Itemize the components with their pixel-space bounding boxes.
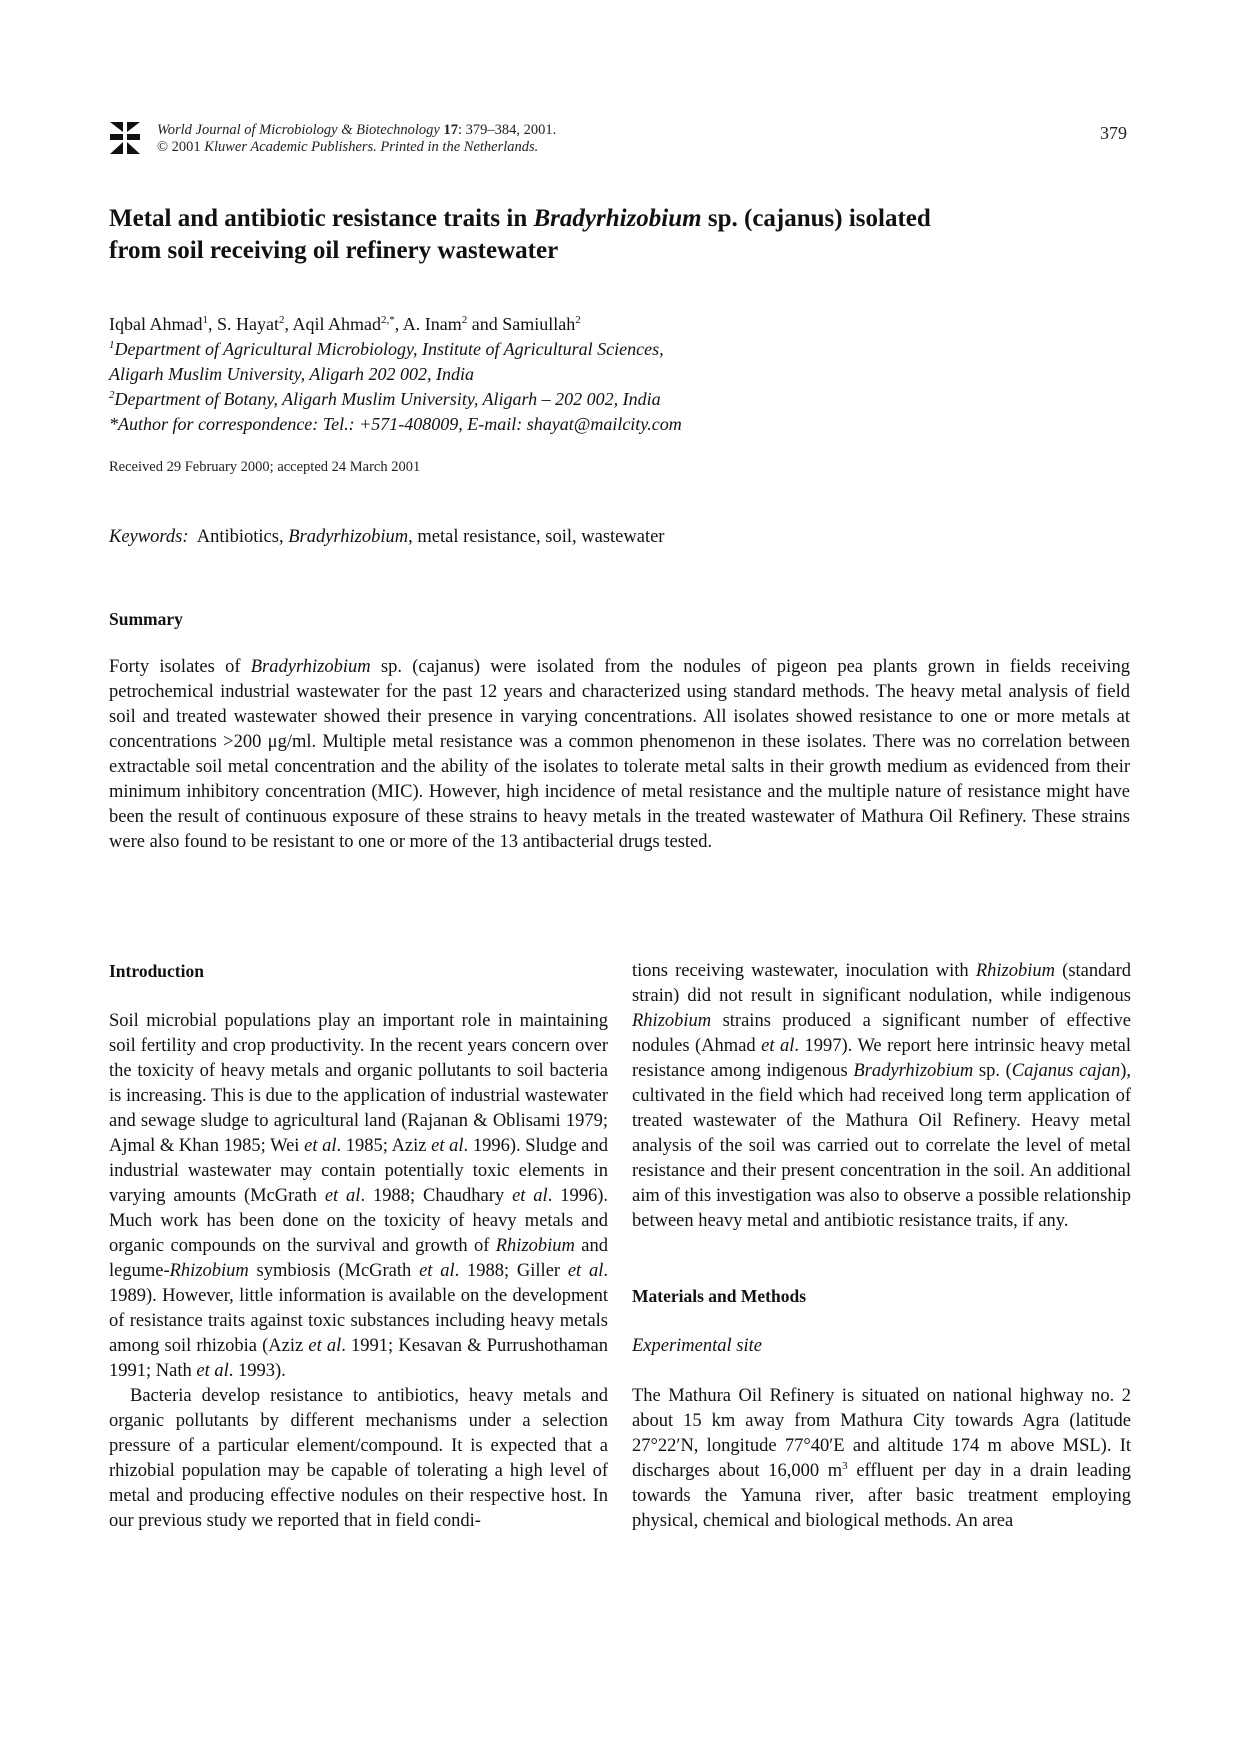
experimental-site-heading: Experimental site (632, 1336, 762, 1356)
correspondence: *Author for correspondence: Tel.: +571-408009, E-mail: shayat@mailcity.com (109, 414, 682, 434)
author-block (109, 312, 682, 437)
methods-heading: Materials and Methods (632, 1286, 807, 1306)
methods-paragraph-1: The Mathura Oil Refinery is situated on national highway no. 2 about 15 km away from Mathura City towards Agra (latitude 27°22′N, longitude 77°40′E and altitude 174 m above MSL). It discharges about 16,000 $m^3$ effluent per day in a drain leading towards the Yamuna river, after basic treatment employing physical, chemical and biological methods. An area (632, 1386, 1131, 1531)
introduction-heading: Introduction (109, 961, 204, 981)
introduction-paragraph-2: Bacteria develop resistance to antibiotics, heavy metals and organic pollutants by different mechanisms under a selection pressure of a particular element/compound. It is expected that a rhizobial population may be capable of tolerating a high level of metal and producing effective nodules on their respective host. In our previous study we reported that in field condi- (109, 1386, 608, 1531)
summary-heading: Summary (109, 609, 183, 629)
right-column (632, 959, 1131, 1534)
affiliation-2: $^2$Department of Botany, Aligarh Muslim University, Aligarh – 202 002, India (109, 389, 661, 409)
introduction-paragraph-3: tions receiving wastewater, inoculation with Rhizobium (standard strain) did not result in significant nodulation, while indigenous Rhizobium strains produced a significant number of effective nodules (Ahmad et al. 1997). We report here intrinsic heavy metal resistance among indigenous Bradyrhizobium sp. (Cajanus cajan), cultivated in the field which had received long term application of treated wastewater of the Mathura Oil Refinery. Heavy metal analysis of the soil was carried out to correlate the level of metal resistance and their present concentration in the soil. An additional aim of this investigation was also to observe a possible relationship between heavy metal and antibiotic resistance traits, if any. (632, 961, 1131, 1231)
journal-line-2: © 2001 Kluwer Academic Publishers. Printed in the Netherlands. (157, 139, 539, 155)
summary-text: Forty isolates of Bradyrhizobium sp. (cajanus) were isolated from the nodules of pigeon pea plants grown in fields receiving petrochemical industrial wastewater for the past 12 years and characterized using standard methods. The heavy metal analysis of field soil and treated wastewater showed their presence in varying concentrations. All isolates showed resistance to one or more metals at concentrations >200 μg/ml. Multiple metal resistance was a common phenomenon in these isolates. There was no correlation between extractable soil metal concentration and the ability of the isolates to tolerate metal salts in their growth medium as evidenced from their minimum inhibitory concentration (MIC). However, high incidence of metal resistance and the multiple nature of resistance might have been the result of continuous exposure of these strains to heavy metals in the treated wastewater of Mathura Oil Refinery. These strains were also found to be resistant to one or more of the 13 antibacterial drugs tested. (109, 657, 1130, 852)
page-number: 379 (1100, 123, 1127, 143)
journal-citation (157, 122, 556, 156)
keywords: Keywords: Antibiotics, Bradyrhizobium, metal resistance, soil, wastewater (109, 527, 665, 547)
article-title: Metal and antibiotic resistance traits in Bradyrhizobium sp. (cajanus) isolated from soil receiving oil refinery wastewater (109, 205, 931, 264)
journal-line-1: World Journal of Microbiology & Biotechnology 17: 379–384, 2001. (157, 122, 557, 138)
left-column (109, 959, 608, 1534)
affiliation-1-line-2: Aligarh Muslim University, Aligarh 202 002, India (109, 364, 475, 384)
introduction-paragraph-1: Soil microbial populations play an important role in maintaining soil fertility and crop productivity. In the recent years concern over the toxicity of heavy metals and organic pollutants to soil bacteria is increasing. This is due to the application of industrial wastewater and sewage sludge to agricultural land (Rajanan & Oblisami 1979; Ajmal & Khan 1985; Wei et al. 1985; Aziz et al. 1996). Sludge and industrial wastewater may contain potentially toxic elements in varying amounts (McGrath et al. 1988; Chaudhary et al. 1996). Much work has been done on the toxicity of heavy metals and organic compounds on the survival and growth of Rhizobium and legume-Rhizobium symbiosis (McGrath et al. 1988; Giller et al. 1989). However, little information is available on the development of resistance traits against toxic substances including heavy metals among soil rhizobia (Aziz et al. 1991; Kesavan & Purrushothaman 1991; Nath et al. 1993). (109, 1011, 609, 1381)
affiliation-1: $^1$Department of Agricultural Microbiology, Institute of Agricultural Sciences, (109, 339, 664, 359)
publisher-logo-icon (108, 120, 142, 156)
author-list: Iqbal Ahmad$^1$, S. Hayat$^2$, Aqil Ahmad$^{2,*}$, A. Inam$^2$ and Samiullah$^2$ (109, 314, 581, 334)
received-dates: Received 29 February 2000; accepted 24 March 2001 (109, 459, 421, 475)
